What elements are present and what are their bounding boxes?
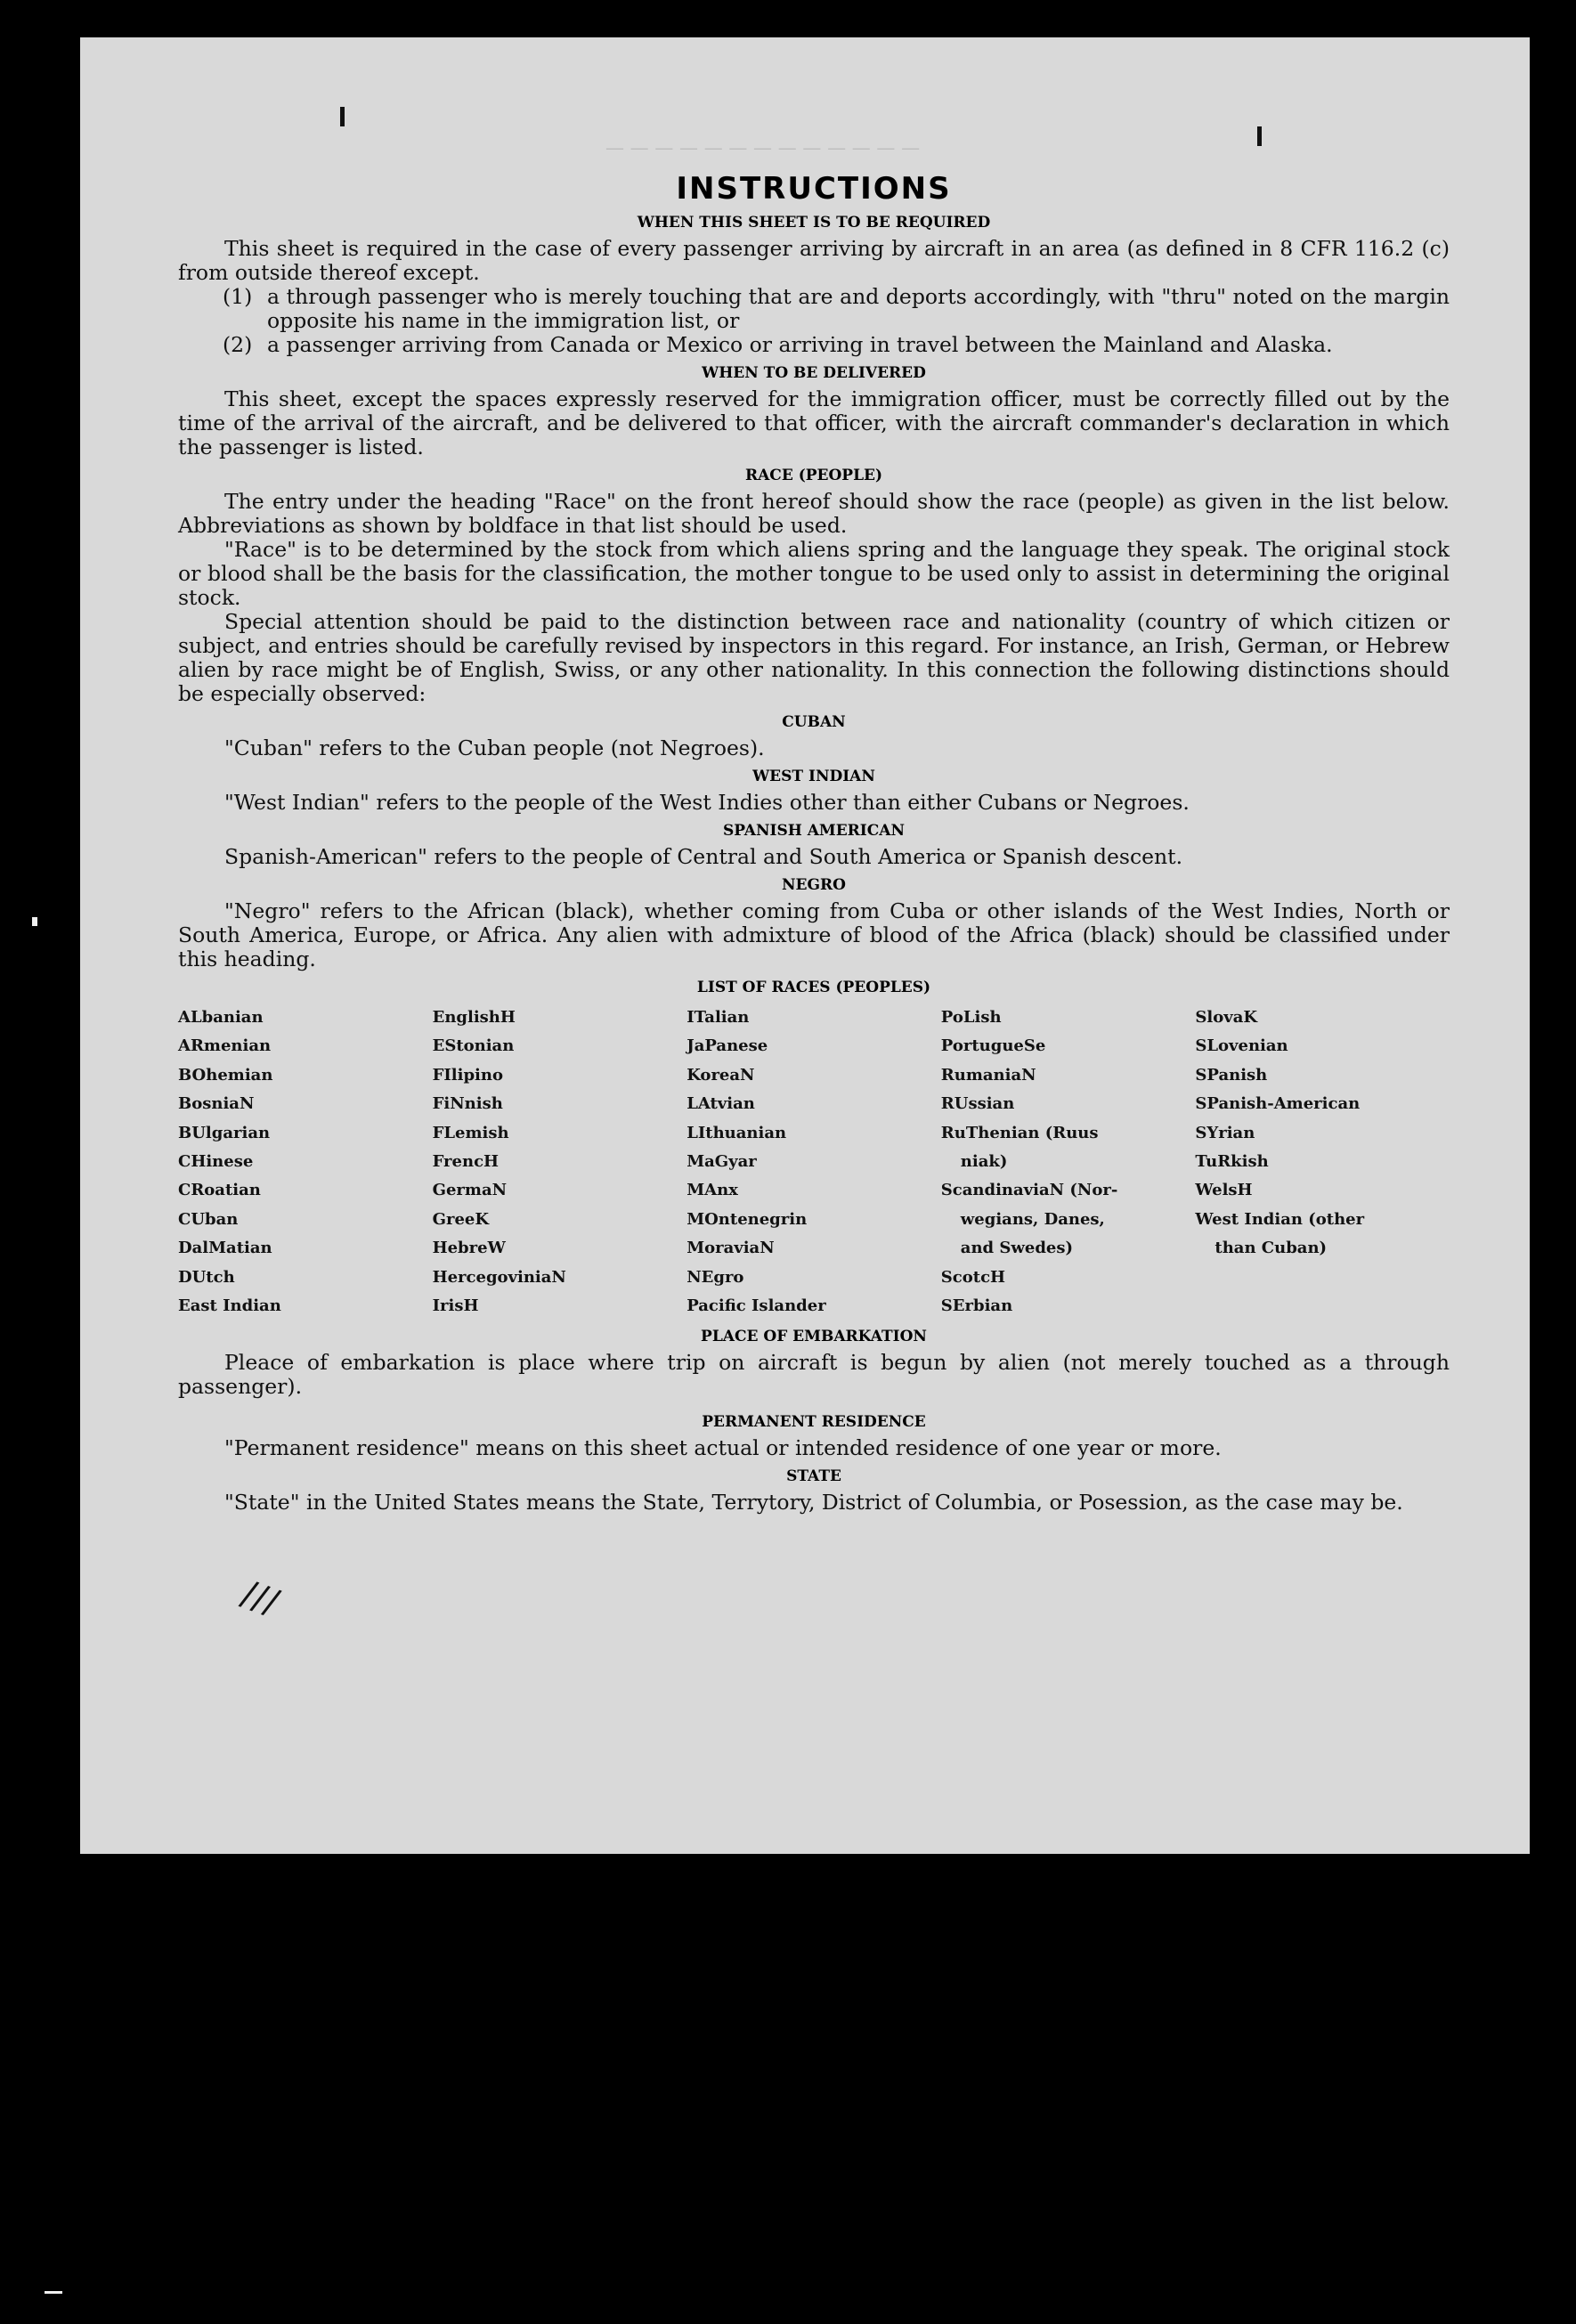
- race-paragraph-3: Special attention should be paid to the distinction between race and nationality (country of which citizen or subject, and entries should be carefully revised by inspectors in this regard. For instance, an Irish, German, or Hebrew alien by race might be of English, Swiss, or any other nationality. In this connection the following distinctions should be especially observed:: [178, 609, 1450, 706]
- race-entry: Pacific Islander: [686, 1296, 826, 1315]
- race-entry: BUlgarian: [178, 1123, 271, 1142]
- race-paragraph-2: "Race" is to be determined by the stock from which aliens spring and the language they speak. The original stock or blood shall be the basis for the classification, the mother tongue to be used only to assist in determining the original stock.: [178, 537, 1450, 610]
- exception-item-2: [178, 333, 1450, 357]
- race-entry: JaPanese: [686, 1036, 768, 1056]
- race-entry: ScotcH: [940, 1267, 1006, 1287]
- race-entry: [1195, 1264, 1450, 1292]
- race-entry: CHinese: [178, 1151, 254, 1171]
- race-entry: GreeK: [432, 1209, 489, 1229]
- race-entry: RUssian: [940, 1094, 1015, 1114]
- exception-item-1: [178, 285, 1450, 333]
- race-entry: RumaniaN: [940, 1065, 1036, 1085]
- west-indian-text: "West Indian" refers to the people of the West Indies other than either Cubans or Negroes.: [224, 790, 1190, 815]
- heading-when-delivered: WHEN TO BE DELIVERED: [702, 364, 926, 382]
- race-entry: and Swedes): [960, 1239, 1074, 1258]
- race-entry: RuThenian (Ruus: [940, 1123, 1099, 1142]
- race-entry: WelsH: [1195, 1181, 1253, 1200]
- exception-item-number: (2): [223, 332, 253, 357]
- race-entry: HercegoviniaN: [432, 1267, 566, 1287]
- spanish-american-text: Spanish-American" refers to the people of Central and South America or Spanish descent.: [224, 844, 1183, 869]
- race-entry: GermaN: [432, 1181, 508, 1200]
- race-entry: EnglishH: [432, 1008, 516, 1027]
- exception-item-text: a through passenger who is merely touching that are and deports accordingly, with "thru" noted on the margin opposite his name in the immigration list, or: [267, 284, 1450, 333]
- heading-when-required: WHEN THIS SHEET IS TO BE REQUIRED: [637, 214, 991, 232]
- permanent-residence-text: "Permanent residence" means on this sheet actual or intended residence of one year or more.: [224, 1435, 1222, 1461]
- race-entry: CRoatian: [178, 1181, 261, 1200]
- race-entry: TuRkish: [1195, 1151, 1269, 1171]
- race-entry: East Indian: [178, 1296, 281, 1315]
- race-entry: West Indian (other: [1195, 1209, 1365, 1229]
- race-entry: FIlipino: [432, 1065, 503, 1085]
- race-entry: [1195, 1292, 1450, 1320]
- heading-list-of-races: LIST OF RACES (PEOPLES): [696, 979, 931, 996]
- race-entry: MOntenegrin: [686, 1209, 808, 1229]
- race-entry: than Cuban): [1214, 1239, 1328, 1258]
- race-entry: HebreW: [432, 1239, 506, 1258]
- race-entry: ScandinaviaN (Nor-: [940, 1181, 1118, 1200]
- race-entry: LIthuanian: [686, 1123, 787, 1142]
- negro-text: "Negro" refers to the African (black), whether coming from Cuba or other islands of the West Indies, North or South America, Europe, or Africa. Any alien with admixture of blood of the Africa (black) should be classified under this heading.: [178, 898, 1450, 971]
- race-entry: FLemish: [432, 1123, 509, 1142]
- race-entry: DalMatian: [178, 1239, 272, 1258]
- heading-permanent-residence: PERMANENT RESIDENCE: [702, 1413, 926, 1432]
- race-entry: BOhemian: [178, 1065, 273, 1085]
- race-entry: PortugueSe: [940, 1036, 1046, 1056]
- exception-item-number: (1): [223, 284, 253, 309]
- race-entry: EStonian: [432, 1036, 515, 1056]
- race-entry: MAnx: [686, 1181, 738, 1200]
- when-required-intro: This sheet is required in the case of every passenger arriving by aircraft in an area (as defined in 8 CFR 116.2 (c) from outside thereof except.: [178, 236, 1450, 285]
- instruction-sheet: [80, 37, 1530, 1854]
- race-entry: SLovenian: [1195, 1036, 1288, 1056]
- race-entry: niak): [960, 1151, 1008, 1171]
- heading-race: RACE (PEOPLE): [744, 467, 883, 484]
- race-entry: DUtch: [178, 1267, 235, 1287]
- heading-cuban: CUBAN: [782, 713, 846, 731]
- bleed-through-text: — — — — — — — — — — — — —: [605, 137, 921, 158]
- race-entry: CUban: [178, 1209, 239, 1229]
- race-entry: ARmenian: [178, 1036, 272, 1056]
- race-entry: SYrian: [1195, 1123, 1255, 1142]
- race-entry: MaGyar: [686, 1151, 757, 1171]
- heading-negro: NEGRO: [782, 876, 846, 894]
- heading-west-indian: WEST INDIAN: [752, 768, 875, 785]
- handwritten-mark: ///: [236, 1572, 285, 1624]
- race-entry: FiNnish: [432, 1094, 503, 1114]
- race-entry: FrencH: [432, 1151, 500, 1171]
- race-entry: SPanish: [1195, 1065, 1268, 1085]
- scan-dash-left: [45, 2291, 62, 2294]
- heading-spanish-american: SPANISH AMERICAN: [722, 822, 906, 840]
- race-entry: wegians, Danes,: [960, 1209, 1105, 1229]
- state-text: "State" in the United States means the State, Terrytory, District of Columbia, or Posession, as the case may be.: [224, 1490, 1403, 1515]
- heading-state: STATE: [786, 1467, 841, 1486]
- race-entry: KoreaN: [686, 1065, 755, 1085]
- when-delivered-text: This sheet, except the spaces expressly reserved for the immigration officer, must be correctly filled out by the time of the arrival of the aircraft, and be delivered to that officer, with the aircraft commander's declaration in which the passenger is listed.: [178, 386, 1450, 459]
- scan-dot-left: [32, 917, 37, 926]
- race-entry: ITalian: [686, 1008, 750, 1027]
- punch-mark-left: [340, 107, 345, 126]
- race-entry: ALbanian: [178, 1008, 264, 1027]
- heading-embarkation: PLACE OF EMBARKATION: [701, 1328, 927, 1346]
- embarkation-text: Pleace of embarkation is place where trip on aircraft is begun by alien (not merely touched as a through passenger).: [178, 1350, 1450, 1400]
- exception-item-text: a passenger arriving from Canada or Mexico or arriving in travel between the Mainland and Alaska.: [267, 332, 1333, 357]
- race-entry: LAtvian: [686, 1094, 755, 1114]
- punch-mark-right: [1257, 126, 1262, 146]
- race-entry: BosniaN: [178, 1094, 255, 1114]
- races-list: [178, 1004, 1450, 1320]
- race-entry: MoraviaN: [686, 1239, 775, 1258]
- race-entry: NEgro: [686, 1267, 744, 1287]
- race-paragraph-1: The entry under the heading "Race" on the front hereof should show the race (people) as given in the list below. Abbreviations as shown by boldface in that list should be used.: [178, 489, 1450, 538]
- race-entry: SPanish-American: [1195, 1094, 1361, 1114]
- race-entry: SlovaK: [1195, 1008, 1257, 1027]
- race-entry: IrisH: [432, 1296, 479, 1315]
- race-entry: PoLish: [940, 1008, 1002, 1027]
- page-title: INSTRUCTIONS: [676, 171, 952, 207]
- cuban-text: "Cuban" refers to the Cuban people (not Negroes).: [224, 735, 765, 760]
- race-entry: SErbian: [940, 1296, 1013, 1315]
